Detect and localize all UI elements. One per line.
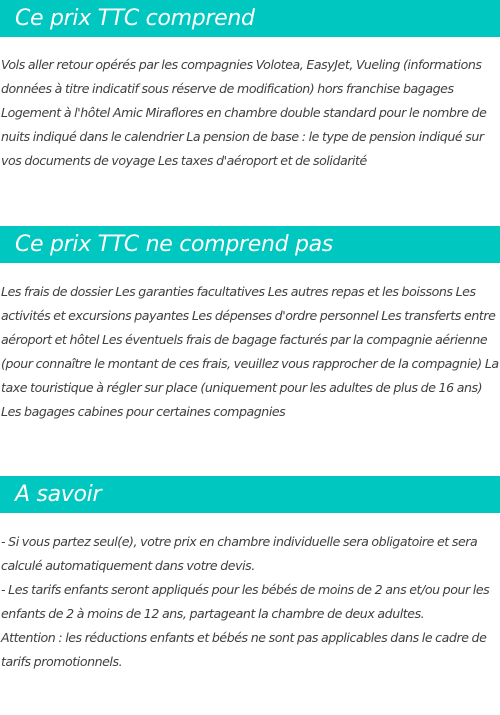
child-rates-note: - Les tarifs enfants seront appliqués pour les bébés de moins de 2 ans et/ou pour les enfants de 2 à moins de 12 ans, partageant la chambre de deux adultes. xyxy=(1,582,490,621)
price-excludes-title: Ce prix TTC ne comprend pas xyxy=(15,232,333,257)
good-to-know-section xyxy=(0,476,500,674)
price-excludes-section xyxy=(0,226,500,424)
good-to-know-title: A savoir xyxy=(15,482,102,507)
price-includes-text: Vols aller retour opérés par les compagnies Volotea, EasyJet, Vueling (informations données à titre indicatif sous réserve de modification) hors franchise bagages Logement à l'hôtel Amic Miraflores en chambre double standard pour le nombre de nuits indiqué dans le calendrier La pension de base : le type de pension indiqué sur vos documents de voyage Les taxes d'aéroport et de solidarité xyxy=(1,57,487,168)
price-includes-section xyxy=(0,0,500,173)
good-to-know-heading xyxy=(0,476,500,513)
single-room-note: - Si vous partez seul(e), votre prix en chambre individuelle sera obligatoire et sera calculé automatiquement dans votre devis. xyxy=(1,534,478,573)
price-excludes-text: Les frais de dossier Les garanties facultatives Les autres repas et les boissons Les activités et excursions payantes Les dépenses d'ordre personnel Les transferts entre aéroport et hôtel Les éventuels frais de bagage facturés par la compagnie aérienne (pour connaître le montant de ces frais, veuillez vous rapprocher de la compagnie) La taxe touristique à régler sur place (uniquement pour les adultes de plus de 16 ans) Les bagages cabines pour certaines compagnies xyxy=(1,284,499,419)
price-includes-title: Ce prix TTC comprend xyxy=(15,6,255,31)
good-to-know-text xyxy=(0,530,500,674)
promo-rates-warning: Attention : les réductions enfants et bébés ne sont pas applicables dans le cadre de tarifs promotionnels. xyxy=(1,630,487,669)
price-includes-heading xyxy=(0,0,500,37)
price-excludes-heading xyxy=(0,226,500,263)
